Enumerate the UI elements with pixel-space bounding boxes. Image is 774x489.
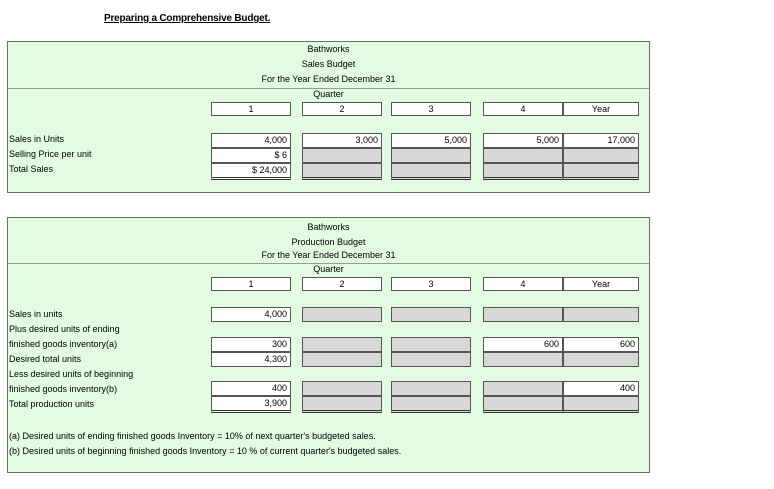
total-sales-q2[interactable] — [302, 163, 382, 180]
sales-units-q2[interactable]: 3,000 — [302, 133, 382, 148]
prod-sales-year[interactable] — [563, 307, 639, 322]
desired-total-year[interactable] — [563, 352, 639, 367]
total-sales-q1[interactable]: $ 24,000 — [211, 163, 291, 180]
desired-total-q1[interactable]: 4,300 — [211, 352, 291, 367]
total-production-q2[interactable] — [302, 396, 382, 413]
sales-period: For the Year Ended December 31 — [261, 74, 396, 84]
sales-units-label: Sales in Units — [9, 134, 65, 144]
ending-inventory-q3[interactable] — [391, 337, 471, 352]
price-q4[interactable] — [483, 148, 563, 163]
beginning-inventory-q1[interactable]: 400 — [211, 381, 291, 396]
page-title: Preparing a Comprehensive Budget. — [104, 13, 271, 24]
ending-inventory-year[interactable]: 600 — [563, 337, 639, 352]
beginning-inventory-q4[interactable] — [483, 381, 563, 396]
total-production-q3[interactable] — [391, 396, 471, 413]
production-period: For the Year Ended December 31 — [261, 250, 396, 260]
prod-sales-q3[interactable] — [391, 307, 471, 322]
plus-desired-label-1: Plus desired units of ending — [9, 324, 120, 334]
total-sales-label: Total Sales — [9, 164, 54, 174]
less-desired-label-1: Less desired units of beginning — [9, 369, 134, 379]
price-q3[interactable] — [391, 148, 471, 163]
desired-total-q3[interactable] — [391, 352, 471, 367]
ending-inventory-q2[interactable] — [302, 337, 382, 352]
production-company: Bathworks — [307, 222, 350, 232]
beginning-inventory-year[interactable]: 400 — [563, 381, 639, 396]
sales-col-header-q2: 2 — [302, 102, 382, 116]
total-production-q1[interactable]: 3,900 — [211, 396, 291, 413]
sales-units-q3[interactable]: 5,000 — [391, 133, 471, 148]
production-col-header-q2: 2 — [302, 277, 382, 291]
sales-col-header-q3: 3 — [391, 102, 471, 116]
sales-company: Bathworks — [307, 44, 350, 54]
sales-header-divider — [8, 88, 649, 89]
selling-price-label: Selling Price per unit — [9, 149, 92, 159]
production-budget-panel — [7, 217, 650, 473]
ending-inventory-q4[interactable]: 600 — [483, 337, 563, 352]
beginning-inventory-q2[interactable] — [302, 381, 382, 396]
total-sales-q3[interactable] — [391, 163, 471, 180]
sales-units-year[interactable]: 17,000 — [563, 133, 639, 148]
production-budget-title: Production Budget — [291, 237, 366, 247]
desired-total-label: Desired total units — [9, 354, 82, 364]
production-col-header-q1: 1 — [211, 277, 291, 291]
total-sales-year[interactable] — [563, 163, 639, 180]
price-q2[interactable] — [302, 148, 382, 163]
production-quarter-label: Quarter — [313, 264, 344, 274]
total-production-year[interactable] — [563, 396, 639, 413]
footnote-b: (b) Desired units of beginning finished goods Inventory = 10 % of current quarter's budgeted sales. — [9, 446, 402, 456]
beginning-inventory-q3[interactable] — [391, 381, 471, 396]
desired-total-q2[interactable] — [302, 352, 382, 367]
sales-col-header-year: Year — [563, 102, 639, 116]
plus-desired-label-2: finished goods inventory(a) — [9, 339, 118, 349]
sales-quarter-label: Quarter — [313, 89, 344, 99]
production-col-header-year: Year — [563, 277, 639, 291]
sales-budget-panel — [7, 41, 650, 193]
price-year[interactable] — [563, 148, 639, 163]
prod-sales-q4[interactable] — [483, 307, 563, 322]
production-header-divider — [8, 263, 649, 264]
sales-budget-title: Sales Budget — [301, 59, 356, 69]
desired-total-q4[interactable] — [483, 352, 563, 367]
prod-sales-q1[interactable]: 4,000 — [211, 307, 291, 322]
sales-col-header-q4: 4 — [483, 102, 563, 116]
production-col-header-q4: 4 — [483, 277, 563, 291]
prod-sales-q2[interactable] — [302, 307, 382, 322]
total-production-label: Total production units — [9, 399, 95, 409]
less-desired-label-2: finished goods inventory(b) — [9, 384, 118, 394]
ending-inventory-q1[interactable]: 300 — [211, 337, 291, 352]
sales-col-header-q1: 1 — [211, 102, 291, 116]
sales-units-q1[interactable]: 4,000 — [211, 133, 291, 148]
prod-sales-units-label: Sales in units — [9, 309, 63, 319]
sales-units-q4[interactable]: 5,000 — [483, 133, 563, 148]
footnote-a: (a) Desired units of ending finished goods Inventory = 10% of next quarter's budgeted sales. — [9, 431, 376, 441]
price-q1[interactable]: $ 6 — [211, 148, 291, 163]
production-col-header-q3: 3 — [391, 277, 471, 291]
total-production-q4[interactable] — [483, 396, 563, 413]
total-sales-q4[interactable] — [483, 163, 563, 180]
